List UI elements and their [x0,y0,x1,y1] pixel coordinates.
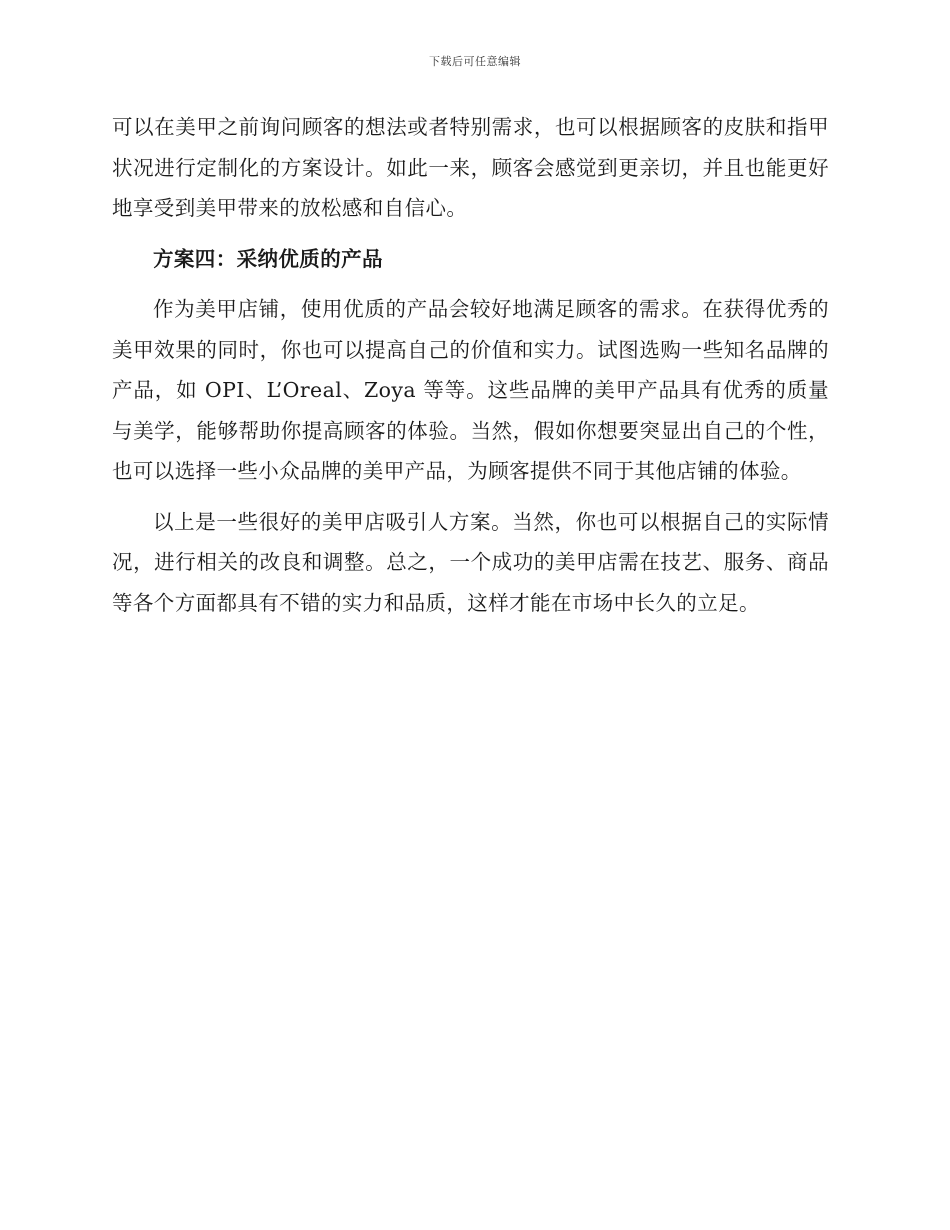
document-body [112,107,829,633]
section-heading-plan-four: 方案四：采纳优质的产品 [153,246,383,271]
paragraph-conclusion: 以上是一些很好的美甲店吸引人方案。当然，你也可以根据自己的实际情况，进行相关的改良和调整。总之，一个成功的美甲店需在技艺、服务、商品等各个方面都具有不错的实力和品质，这样才能在市场中长久的立足。 [112,509,829,615]
paragraph-quality-products: 作为美甲店铺，使用优质的产品会较好地满足顾客的需求。在获得优秀的美甲效果的同时，你也可以提高自己的价值和实力。试图选购一些知名品牌的产品，如 OPI、L’Oreal、Zoya 等等。这些品牌的美甲产品具有优秀的质量与美学，能够帮助你提高顾客的体验。当然，假如你想要突显出自己的个性，也可以选择一些小众品牌的美甲产品，为顾客提供不同于其他店铺的体验。 [112,297,829,483]
page-header: 下载后可任意编辑 [429,55,521,68]
paragraph-intro: 可以在美甲之前询问顾客的想法或者特别需求，也可以根据顾客的皮肤和指甲状况进行定制化的方案设计。如此一来，顾客会感觉到更亲切，并且也能更好地享受到美甲带来的放松感和自信心。 [112,115,829,220]
